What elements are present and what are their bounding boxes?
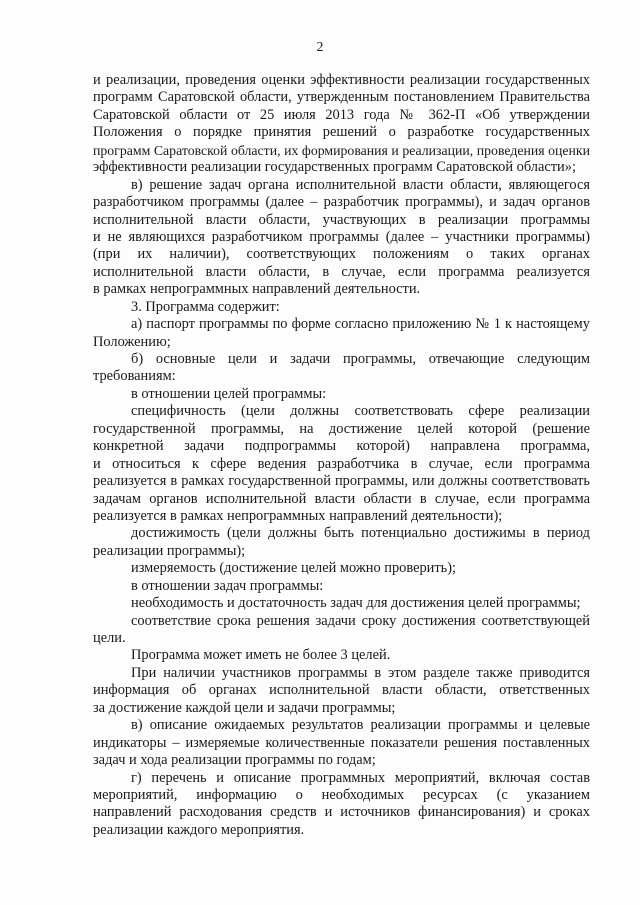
text-line: б) основные цели и задачи программы, отвечающие следующим <box>131 351 590 367</box>
text-line: за достижение каждой цели и задачи программы; <box>93 699 396 716</box>
text-line: задач и хода реализации программы по годам; <box>93 752 376 769</box>
text-line: программ Саратовской области, их формирования и реализации, проведения оценки <box>93 142 590 158</box>
text-line: и реализации, проведения оценки эффективности реализации государственных <box>93 72 590 88</box>
text-line: реализуется в рамках непрограммных направлений деятельности); <box>93 507 503 524</box>
text-line: реализуется в рамках государственной программы, или должны соответствовать <box>93 473 590 490</box>
text-line: разработчиком программы (далее – разработчик программы), и задач органов <box>93 194 590 211</box>
text-line: в) описание ожидаемых результатов реализации программы и целевые <box>131 717 590 734</box>
text-line: исполнительной власти области, в случае, если программа реализуется <box>93 263 590 280</box>
text-line: программ Саратовской области, утвержденным постановлением Правительства <box>93 89 590 106</box>
text-line: г) перечень и описание программных мероприятий, включая состав <box>131 769 590 786</box>
text-line: в отношении целей программы: <box>131 385 327 402</box>
text-line: цели. <box>93 630 126 646</box>
text-line: Положения о порядке принятия решений о разработке государственных <box>93 124 590 141</box>
text-line: а) паспорт программы по форме согласно приложению № 1 к настоящему <box>131 316 590 333</box>
text-line: измеряемость (достижение целей можно проверить); <box>131 560 457 577</box>
text-line: направлений расходования средств и источников финансирования) и сроках <box>93 804 590 821</box>
text-line: исполнительной власти области, участвующих в реализации программы <box>93 211 590 228</box>
text-line: и относиться к сфере ведения разработчика в случае, если программа <box>93 455 590 472</box>
text-line: информация об органах исполнительной власти области, ответственных <box>93 682 590 699</box>
text-line: требованиям: <box>93 368 176 385</box>
text-line: (при их наличии), соответствующих положениям о таких органах <box>93 246 590 263</box>
text-line: в рамках непрограммных направлений деятельности. <box>93 281 421 298</box>
text-line: мероприятий, информацию о необходимых ресурсах (с указанием <box>93 786 590 803</box>
text-line: соответствие срока решения задачи сроку достижения соответствующей <box>131 612 590 629</box>
text-line: необходимость и достаточность задач для достижения целей программы; <box>131 595 581 612</box>
document-body <box>93 72 590 839</box>
text-line: и не являющихся разработчиком программы (далее – участники программы) <box>93 228 590 245</box>
text-line: реализации каждого мероприятия. <box>93 821 305 838</box>
text-line: задачам органов исполнительной власти области в случае, если программа <box>93 490 590 507</box>
text-line: в) решение задач органа исполнительной власти области, являющегося <box>131 176 590 193</box>
page-number: 2 <box>316 40 324 55</box>
text-line: Программа может иметь не более 3 целей. <box>131 647 391 664</box>
text-line: эффективности реализации государственных программ Саратовской области»; <box>93 159 576 176</box>
text-line: в отношении задач программы: <box>131 577 324 594</box>
text-line: При наличии участников программы в этом разделе также приводится <box>131 664 590 681</box>
text-line: реализации программы); <box>93 542 246 559</box>
text-line: конкретной задачи подпрограммы которой) направлена программа, <box>93 438 590 455</box>
text-line: достижимость (цели должны быть потенциально достижимы в период <box>131 525 590 542</box>
text-line: индикаторы – измеряемые количественные показатели решения поставленных <box>93 734 590 751</box>
text-line: специфичность (цели должны соответствовать сфере реализации <box>131 403 590 420</box>
text-line: Положению; <box>93 333 171 350</box>
text-line: государственной программы, на достижение целей которой (решение <box>93 420 590 437</box>
text-line: 3. Программа содержит: <box>131 298 280 315</box>
text-line: Саратовской области от 25 июля 2013 года № 362-П «Об утверждении <box>93 106 590 123</box>
